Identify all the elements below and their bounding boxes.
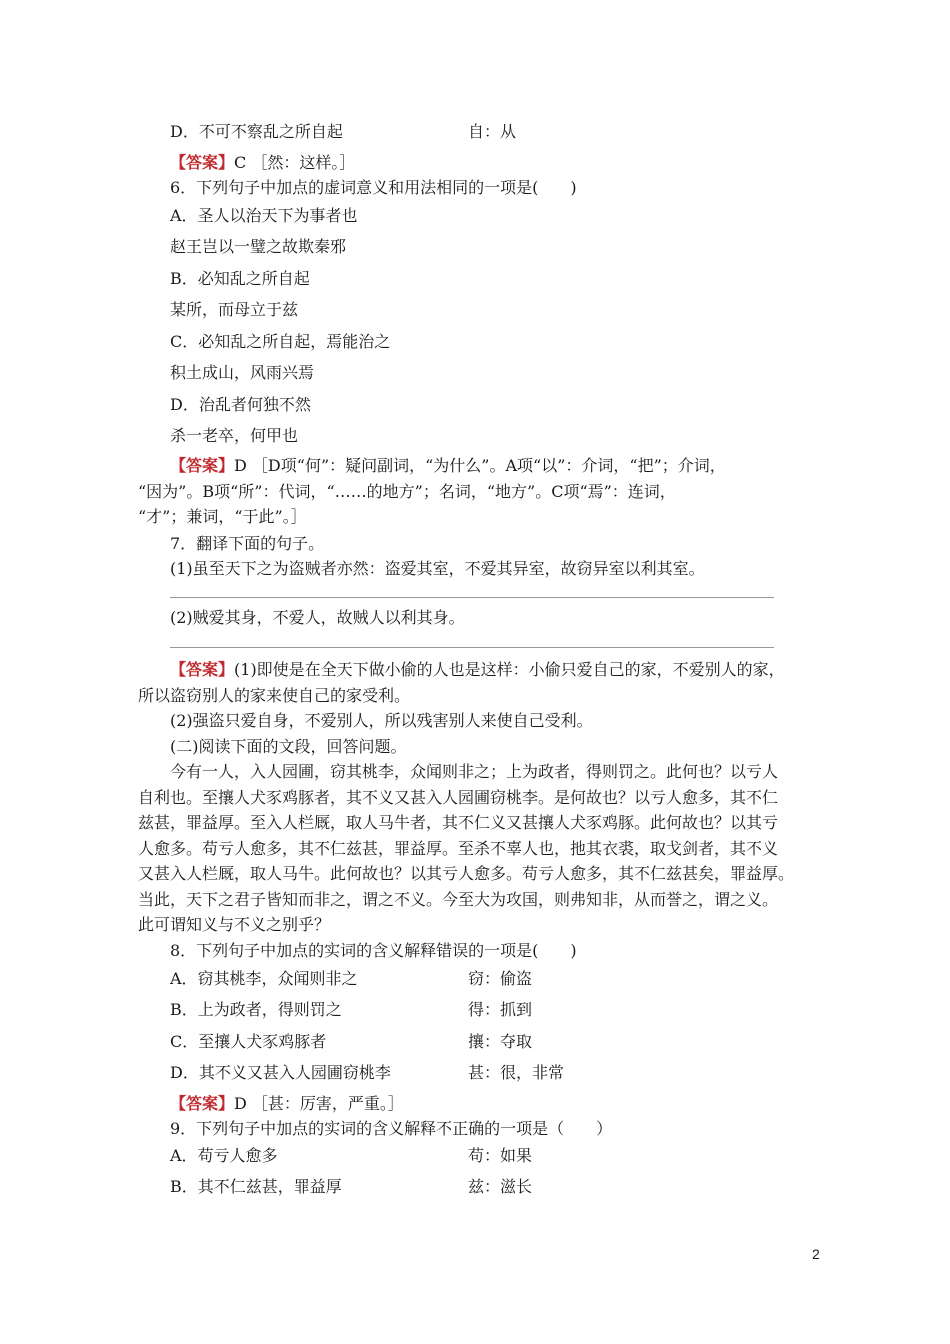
- option-text: A．窃其桃李，众闻则非之: [170, 969, 358, 988]
- q6-option-c-compare: 积土成山，风雨兴焉: [170, 363, 315, 382]
- q6-option-c: C．必知乱之所自起，焉能治之: [170, 332, 391, 351]
- option-gloss: 攘：夺取: [468, 1032, 533, 1051]
- answer-tag: 【答案】: [170, 456, 235, 475]
- option-text: A．苟亏人愈多: [170, 1146, 278, 1165]
- question-9-stem: 9．下列句子中加点的实词的含义解释不正确的一项是（ ）: [170, 1119, 613, 1138]
- q9-option-a: [170, 1143, 770, 1169]
- answer-7-line-3: (2)强盗只爱自身，不爱别人，所以残害别人来使自己受利。: [170, 711, 593, 730]
- answer-7-line-2: 所以盗窃别人的家来使自己的家受利。: [138, 686, 411, 705]
- answer-line-1: [170, 597, 774, 598]
- answer-tag: 【答案】: [170, 153, 235, 172]
- passage-line-4: 人愈多。苟亏人愈多，其不仁兹甚，罪益厚。至杀不辜人也，扡其衣裘，取戈剑者，其不义: [138, 839, 779, 858]
- passage-line-6: 当此，天下之君子皆知而非之，谓之不义。今至大为攻国，则弗知非，从而誉之，谓之义。: [138, 890, 779, 909]
- q9-option-b: [170, 1174, 770, 1200]
- passage-line-1: 今有一人，入人园圃，窃其桃李，众闻则非之；上为政者，得则罚之。此何也？以亏人: [170, 762, 779, 781]
- answer-text: C ［然：这样。］: [234, 153, 356, 172]
- option-text: D．不可不察乱之所自起: [170, 122, 343, 141]
- answer-5: [170, 151, 850, 175]
- page-number: 2: [812, 1246, 820, 1262]
- q6-option-a: A．圣人以治天下为事者也: [170, 206, 358, 225]
- option-text: B．其不仁兹甚，罪益厚: [170, 1177, 342, 1196]
- answer-text: (1)即使是在全天下做小偷的人也是这样：小偷只爱自己的家，不爱别人的家，: [234, 660, 785, 679]
- option-text: B．上为政者，得则罚之: [170, 1000, 342, 1019]
- answer-6-line-1: [170, 454, 850, 478]
- q6-option-d-compare: 杀一老卒，何甲也: [170, 426, 299, 445]
- q7-sentence-1: (1)虽至天下之为盗贼者亦然：盗爱其室，不爱其异室，故窃异室以利其室。: [170, 559, 705, 578]
- option-gloss: 甚：很，非常: [468, 1063, 565, 1082]
- option-gloss: 得：抓到: [468, 1000, 533, 1019]
- answer-text: D ［D项“何”：疑问副词，“为什么”。A项“以”：介词，“把”；介词，: [234, 456, 726, 475]
- option-gloss: 兹：滋长: [468, 1177, 533, 1196]
- q6-option-d: D．治乱者何独不然: [170, 395, 311, 414]
- answer-6-line-2: “因为”。B项“所”：代词，“……的地方”；名词，“地方”。C项“焉”：连词，: [138, 482, 676, 501]
- answer-7-line-1: [170, 658, 850, 682]
- q6-option-a-compare: 赵王岂以一璧之故欺秦邪: [170, 237, 347, 256]
- option-gloss: 苟：如果: [468, 1146, 533, 1165]
- q6-option-b-compare: 某所，而母立于兹: [170, 300, 299, 319]
- q8-option-a: [170, 966, 770, 992]
- q5-option-d: [170, 119, 770, 145]
- option-gloss: 自：从: [468, 122, 517, 141]
- question-7-stem: 7．翻译下面的句子。: [170, 534, 325, 553]
- option-gloss: 窃：偷盗: [468, 969, 533, 988]
- q8-option-b: [170, 997, 770, 1023]
- answer-text: D ［甚：厉害，严重。］: [234, 1094, 404, 1113]
- q8-option-d: [170, 1060, 770, 1086]
- passage-line-3: 兹甚，罪益厚。至入人栏厩，取人马牛者，其不仁义又甚攘人犬豕鸡豚。此何故也？以其亏: [138, 813, 779, 832]
- passage-line-7: 此可谓知义与不义之别乎？: [138, 915, 331, 934]
- question-8-stem: 8．下列句子中加点的实词的含义解释错误的一项是( ): [170, 941, 577, 960]
- answer-tag: 【答案】: [170, 1094, 235, 1113]
- section-heading: (二)阅读下面的文段，回答问题。: [170, 737, 407, 756]
- q6-option-b: B．必知乱之所自起: [170, 269, 310, 288]
- answer-tag: 【答案】: [170, 660, 235, 679]
- passage-line-2: 自利也。至攘人犬豕鸡豚者，其不义又甚入人园圃窃桃李。是何故也？以亏人愈多，其不仁: [138, 788, 779, 807]
- answer-8: [170, 1092, 850, 1116]
- answer-6-line-3: “才”；兼词，“于此”。］: [138, 507, 307, 526]
- q7-sentence-2: (2)贼爱其身，不爱人，故贼人以利其身。: [170, 608, 465, 627]
- option-text: C．至攘人犬豕鸡豚者: [170, 1032, 327, 1051]
- passage-line-5: 又甚入人栏厩，取人马牛。此何故也？以其亏人愈多。苟亏人愈多，其不仁兹甚矣，罪益厚。: [138, 864, 795, 883]
- q8-option-c: [170, 1029, 770, 1055]
- answer-line-2: [170, 647, 774, 648]
- question-6-stem: 6．下列句子中加点的虚词意义和用法相同的一项是( ): [170, 178, 577, 197]
- option-text: D．其不义又甚入人园圃窃桃李: [170, 1063, 391, 1082]
